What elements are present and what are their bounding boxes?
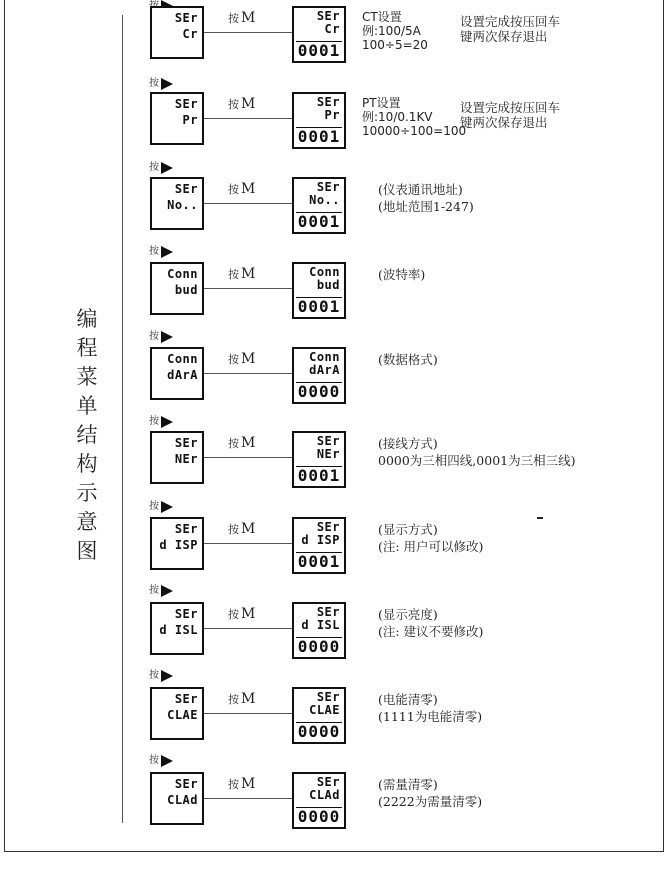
connector-line: [204, 288, 292, 289]
press-m-key: 按: [228, 608, 239, 621]
arrow-right-icon: [161, 501, 173, 513]
lcd-menu-display: [150, 431, 204, 484]
step-row: [0, 602, 672, 672]
press-m-letter: M: [241, 521, 256, 537]
lcd-line-1: SEr: [316, 434, 340, 448]
description-line: (显示亮度): [378, 607, 438, 622]
lcd-value-display: [292, 517, 346, 574]
step-row: [0, 517, 672, 587]
step-description: [362, 10, 428, 52]
press-label: 按: [149, 416, 159, 427]
step-row: [0, 177, 672, 247]
press-m-letter: M: [241, 96, 256, 112]
press-label: 按: [149, 670, 159, 681]
connector-line: [204, 798, 292, 799]
press-m-label: [228, 435, 255, 451]
lcd-value: 0000: [297, 807, 341, 826]
press-arrow: [149, 581, 173, 597]
press-m-letter: M: [241, 10, 256, 26]
press-arrow: [149, 158, 173, 174]
press-m-letter: M: [241, 606, 256, 622]
description-line: (接线方式): [378, 436, 438, 451]
description-line: (仪表通讯地址): [378, 182, 463, 197]
press-arrow: [149, 497, 173, 513]
description-line: (电能清零): [378, 692, 438, 707]
note-line: 键两次保存退出: [460, 115, 548, 130]
arrow-right-icon: [161, 585, 173, 597]
arrow-right-icon: [161, 416, 173, 428]
press-m-label: [228, 96, 255, 112]
press-m-label: [228, 776, 255, 792]
lcd-line-2: bud: [316, 278, 340, 292]
lcd-line-2: CLAE: [167, 708, 198, 722]
press-m-label: [228, 521, 255, 537]
lcd-line-1: SEr: [174, 436, 198, 450]
description-line: (显示方式): [378, 522, 438, 537]
step-description: [378, 181, 474, 215]
lcd-value-display: [292, 177, 346, 234]
side-title-char: 意: [76, 510, 98, 534]
step-description: [378, 606, 483, 640]
press-m-letter: M: [241, 351, 256, 367]
lcd-menu-display: [150, 517, 204, 570]
lcd-line-2: Pr: [324, 108, 340, 122]
lcd-value: 0000: [297, 722, 341, 741]
lcd-value-display: [292, 772, 346, 829]
press-m-label: [228, 691, 255, 707]
lcd-line-1: SEr: [174, 777, 198, 791]
connector-line: [204, 713, 292, 714]
lcd-menu-display: [150, 6, 204, 59]
description-line: (地址范围1-247): [378, 199, 474, 214]
lcd-menu-display: [150, 262, 204, 315]
connector-line: [204, 32, 292, 33]
lcd-line-2: No..: [309, 193, 340, 207]
connector-line: [204, 543, 292, 544]
lcd-line-1: SEr: [174, 182, 198, 196]
press-m-label: [228, 266, 255, 282]
description-line: 10000÷100=100: [362, 124, 467, 138]
press-m-key: 按: [228, 12, 239, 25]
step-description: [378, 266, 425, 283]
description-line: PT设置: [362, 96, 401, 110]
lcd-line-1: SEr: [316, 520, 340, 534]
lcd-line-2: Cr: [324, 22, 340, 36]
press-m-letter: M: [241, 691, 256, 707]
arrow-right-icon: [161, 78, 173, 90]
step-note: [460, 14, 560, 44]
lcd-menu-display: [150, 772, 204, 825]
lcd-value-display: [292, 262, 346, 319]
lcd-value: 0001: [297, 41, 341, 60]
note-line: 键两次保存退出: [460, 29, 548, 44]
stray-dash: [537, 517, 543, 519]
note-line: 设置完成按压回车: [460, 14, 561, 29]
press-m-letter: M: [241, 776, 256, 792]
lcd-line-1: SEr: [316, 690, 340, 704]
press-m-letter: M: [241, 435, 256, 451]
arrow-right-icon: [161, 670, 173, 682]
description-line: 例:100/5A: [362, 24, 421, 38]
press-arrow: [149, 327, 173, 343]
press-m-label: [228, 10, 255, 26]
press-m-label: [228, 606, 255, 622]
lcd-line-2: d ISP: [159, 538, 198, 552]
lcd-menu-display: [150, 687, 204, 740]
press-label: 按: [149, 501, 159, 512]
connector-line: [204, 373, 292, 374]
press-label: 按: [149, 162, 159, 173]
lcd-line-1: SEr: [174, 97, 198, 111]
press-label: 按: [149, 585, 159, 596]
step-description: [362, 96, 466, 138]
press-m-key: 按: [228, 268, 239, 281]
lcd-line-2: d ISL: [301, 618, 340, 632]
lcd-line-1: Conn: [309, 265, 340, 279]
press-m-key: 按: [228, 98, 239, 111]
lcd-value-display: [292, 687, 346, 744]
description-line: (2222为需量清零): [378, 794, 483, 809]
lcd-line-2: NEr: [174, 452, 198, 466]
note-line: 设置完成按压回车: [460, 100, 561, 115]
lcd-line-2: bud: [174, 283, 198, 297]
lcd-line-1: Conn: [167, 352, 198, 366]
lcd-value-display: [292, 347, 346, 404]
description-line: 例:10/0.1KV: [362, 110, 433, 124]
press-arrow: [149, 74, 173, 90]
press-arrow: [149, 412, 173, 428]
press-arrow: [149, 242, 173, 258]
side-title-char: 程: [76, 336, 98, 360]
lcd-value-display: [292, 92, 346, 149]
description-line: (数据格式): [378, 352, 438, 367]
description-line: 0000为三相四线,0001为三相三线): [378, 453, 576, 468]
step-row: [0, 687, 672, 757]
lcd-line-2: CLAd: [309, 788, 340, 802]
description-line: (注: 建议不要修改): [378, 624, 484, 639]
lcd-value: 0001: [297, 297, 341, 316]
lcd-line-1: SEr: [316, 180, 340, 194]
lcd-line-2: No..: [167, 198, 198, 212]
side-title-char: 图: [76, 539, 98, 563]
step-description: [378, 776, 482, 810]
step-row: [0, 92, 672, 162]
step-row: [0, 431, 672, 501]
press-m-label: [228, 181, 255, 197]
description-line: 100÷5=20: [362, 38, 428, 52]
lcd-value: 0000: [297, 382, 341, 401]
lcd-line-1: SEr: [174, 522, 198, 536]
lcd-menu-display: [150, 347, 204, 400]
press-m-key: 按: [228, 778, 239, 791]
lcd-line-2: dArA: [309, 363, 340, 377]
lcd-value: 0000: [297, 637, 341, 656]
press-m-key: 按: [228, 523, 239, 536]
lcd-value-display: [292, 602, 346, 659]
description-line: (需量清零): [378, 777, 438, 792]
lcd-line-2: d ISL: [159, 623, 198, 637]
side-title-char: 示: [76, 481, 98, 505]
arrow-right-icon: [161, 162, 173, 174]
side-title-char: 单: [76, 394, 98, 418]
press-label: 按: [149, 331, 159, 342]
lcd-line-1: SEr: [316, 9, 340, 23]
connector-line: [204, 457, 292, 458]
lcd-line-1: SEr: [316, 775, 340, 789]
lcd-value: 0001: [297, 466, 341, 485]
lcd-value: 0001: [297, 552, 341, 571]
description-line: CT设置: [362, 10, 402, 24]
lcd-line-1: Conn: [167, 267, 198, 281]
arrow-right-icon: [161, 331, 173, 343]
lcd-line-1: SEr: [316, 95, 340, 109]
lcd-menu-display: [150, 92, 204, 145]
step-description: [378, 691, 482, 725]
lcd-line-2: Pr: [182, 113, 198, 127]
step-row: [0, 6, 672, 76]
press-label: 按: [149, 78, 159, 89]
press-m-key: 按: [228, 693, 239, 706]
arrow-right-icon: [161, 755, 173, 767]
press-m-label: [228, 351, 255, 367]
step-description: [378, 351, 438, 368]
connector-line: [204, 628, 292, 629]
connector-line: [204, 118, 292, 119]
step-row: [0, 772, 672, 842]
description-line: (注: 用户可以修改): [378, 539, 484, 554]
press-arrow: [149, 666, 173, 682]
lcd-menu-display: [150, 602, 204, 655]
press-m-letter: M: [241, 266, 256, 282]
lcd-line-2: CLAd: [167, 793, 198, 807]
lcd-line-2: CLAE: [309, 703, 340, 717]
lcd-line-2: dArA: [167, 368, 198, 382]
press-m-key: 按: [228, 437, 239, 450]
lcd-line-2: d ISP: [301, 533, 340, 547]
lcd-line-1: Conn: [309, 350, 340, 364]
press-m-key: 按: [228, 183, 239, 196]
lcd-line-2: NEr: [316, 447, 340, 461]
step-row: [0, 262, 672, 332]
press-m-letter: M: [241, 181, 256, 197]
step-note: [460, 100, 560, 130]
side-title-char: 构: [76, 452, 98, 476]
lcd-value: 0001: [297, 212, 341, 231]
step-description: [378, 435, 575, 469]
connector-line: [204, 203, 292, 204]
step-row: [0, 347, 672, 417]
lcd-value-display: [292, 431, 346, 488]
press-label: 按: [149, 246, 159, 257]
lcd-value-display: [292, 6, 346, 63]
lcd-value: 0001: [297, 127, 341, 146]
lcd-line-1: SEr: [174, 607, 198, 621]
description-line: (1111为电能清零): [378, 709, 483, 724]
lcd-line-1: SEr: [174, 11, 198, 25]
lcd-menu-display: [150, 177, 204, 230]
description-line: (波特率): [378, 267, 426, 282]
lcd-line-1: SEr: [316, 605, 340, 619]
lcd-line-1: SEr: [174, 692, 198, 706]
press-arrow: [149, 751, 173, 767]
arrow-right-icon: [161, 246, 173, 258]
lcd-line-2: Cr: [182, 27, 198, 41]
side-title-char: 结: [76, 423, 98, 447]
side-title-char: 菜: [76, 365, 98, 389]
step-description: [378, 521, 483, 555]
press-m-key: 按: [228, 353, 239, 366]
press-label: 按: [149, 755, 159, 766]
side-title-char: 编: [76, 307, 98, 331]
